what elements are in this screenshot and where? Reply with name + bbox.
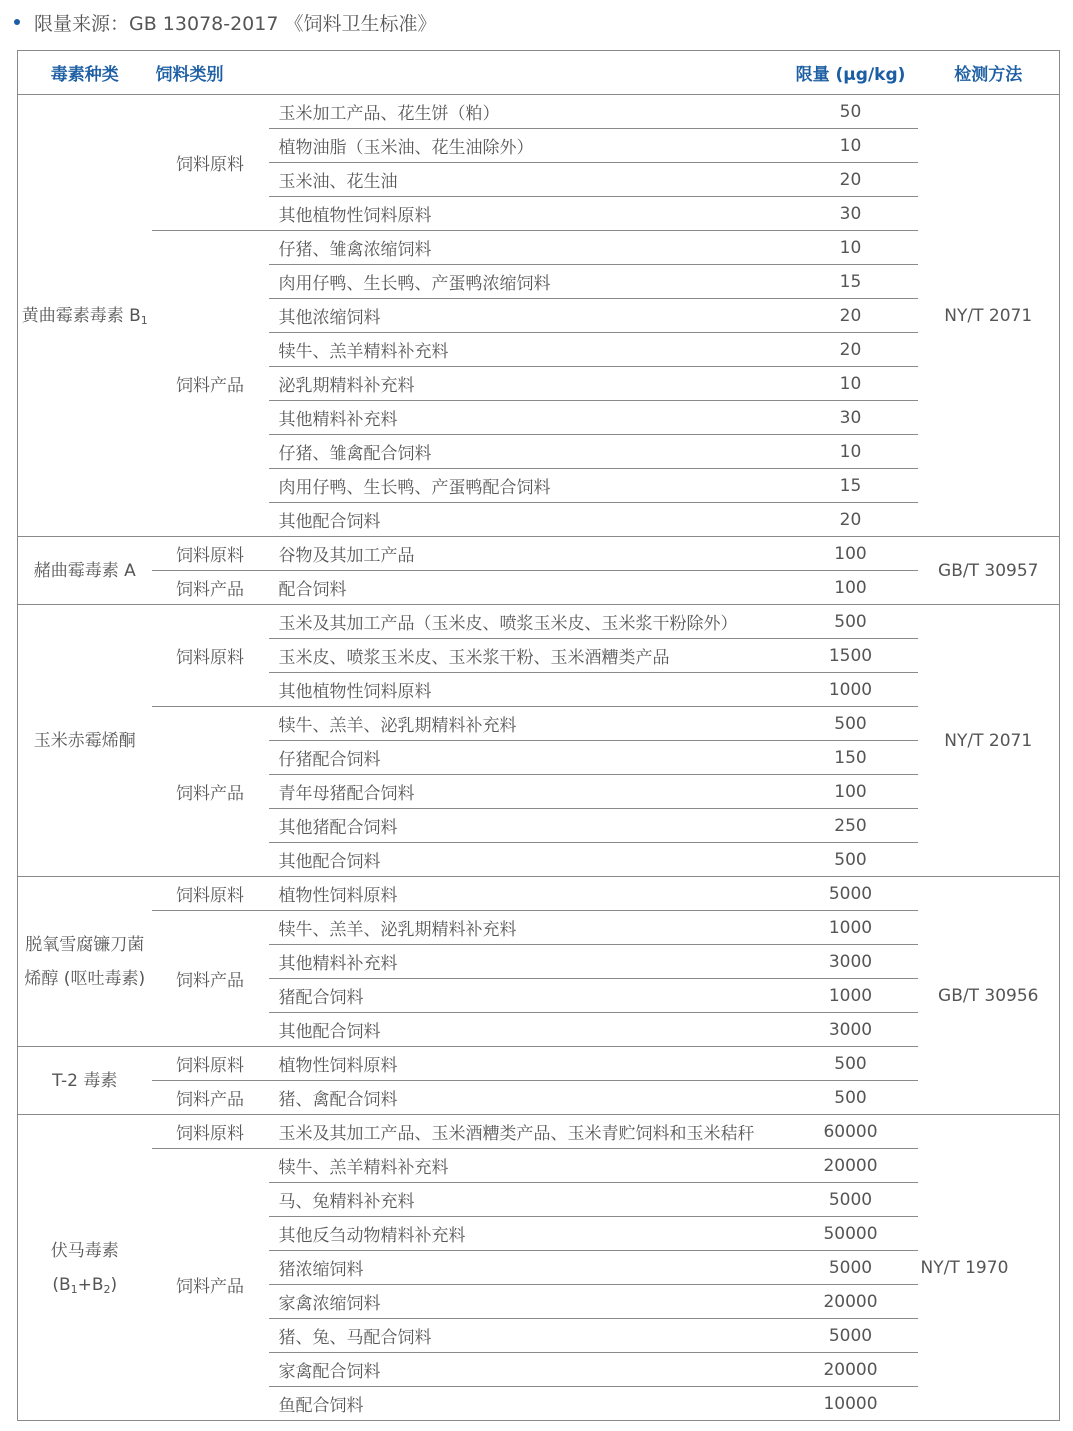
feed-description: 犊牛、羔羊、泌乳期精料补充料 <box>269 707 784 741</box>
limit-value: 10 <box>784 231 918 265</box>
table-row <box>18 1081 1060 1115</box>
feed-category: 饲料原料 <box>152 605 269 707</box>
feed-description: 猪配合饲料 <box>269 979 784 1013</box>
feed-description: 配合饲料 <box>269 571 784 605</box>
toxin-name: 伏马毒素 $(B_1+B_2)$ <box>18 1115 152 1421</box>
limit-value: 50000 <box>784 1217 918 1251</box>
feed-category: 饲料产品 <box>152 911 269 1047</box>
feed-description: 其他植物性饲料原料 <box>269 197 784 231</box>
feed-description: 仔猪、雏禽配合饲料 <box>269 435 784 469</box>
feed-description: 玉米皮、喷浆玉米皮、玉米浆干粉、玉米酒糟类产品 <box>269 639 784 673</box>
test-method: NY/T 2071 <box>918 605 1060 877</box>
limit-value: 15 <box>784 265 918 299</box>
feed-description: 其他猪配合饲料 <box>269 809 784 843</box>
limit-value: 20000 <box>784 1353 918 1387</box>
feed-description: 其他反刍动物精料补充料 <box>269 1217 784 1251</box>
limit-value: 500 <box>784 843 918 877</box>
limit-value: 5000 <box>784 877 918 911</box>
table-row <box>18 571 1060 605</box>
feed-description: 青年母猪配合饲料 <box>269 775 784 809</box>
header-limit: 限量 (μg/kg) <box>784 51 918 95</box>
feed-category: 饲料原料 <box>152 1115 269 1149</box>
limit-value: 1000 <box>784 979 918 1013</box>
limit-value: 500 <box>784 1081 918 1115</box>
limit-value: 20000 <box>784 1285 918 1319</box>
feed-description: 鱼配合饲料 <box>269 1387 784 1421</box>
limit-value: 30 <box>784 401 918 435</box>
limit-value: 10 <box>784 435 918 469</box>
feed-category: 饲料产品 <box>152 1149 269 1421</box>
feed-description: 玉米加工产品、花生饼（粕） <box>269 95 784 129</box>
limit-value: 1500 <box>784 639 918 673</box>
table-row <box>18 95 1060 129</box>
table-row <box>18 537 1060 571</box>
limit-value: 5000 <box>784 1319 918 1353</box>
limit-value: 1000 <box>784 911 918 945</box>
feed-category: 饲料原料 <box>152 537 269 571</box>
table-row <box>18 1047 1060 1081</box>
limit-value: 20 <box>784 163 918 197</box>
toxin-name: 脱氧雪腐镰刀菌 烯醇 (呕吐毒素) <box>18 877 152 1047</box>
limit-value: 10 <box>784 129 918 163</box>
feed-description: 马、兔精料补充料 <box>269 1183 784 1217</box>
feed-description: 仔猪配合饲料 <box>269 741 784 775</box>
feed-description: 其他配合饲料 <box>269 503 784 537</box>
table-row <box>18 707 1060 741</box>
table-row <box>18 1115 1060 1149</box>
test-method: NY/T 2071 <box>918 95 1060 537</box>
limit-value: 5000 <box>784 1251 918 1285</box>
feed-description: 谷物及其加工产品 <box>269 537 784 571</box>
limit-value: 20 <box>784 503 918 537</box>
toxin-name: 赭曲霉毒素 A <box>18 537 152 605</box>
bullet-icon <box>14 19 20 25</box>
limit-value: 20000 <box>784 1149 918 1183</box>
header-test-method: 检测方法 <box>918 51 1060 95</box>
limit-value: 500 <box>784 707 918 741</box>
feed-category: 饲料原料 <box>152 95 269 231</box>
toxin-name: 玉米赤霉烯酮 <box>18 605 152 877</box>
limit-value: 150 <box>784 741 918 775</box>
limit-value: 250 <box>784 809 918 843</box>
feed-description: 犊牛、羔羊精料补充料 <box>269 1149 784 1183</box>
header-toxin-type: 毒素种类 <box>18 51 152 95</box>
table-row <box>18 1149 1060 1183</box>
limit-value: 15 <box>784 469 918 503</box>
table-row <box>18 231 1060 265</box>
feed-description: 犊牛、羔羊、泌乳期精料补充料 <box>269 911 784 945</box>
test-method: NY/T 1970 <box>918 1115 1060 1421</box>
table-header-row <box>18 51 1060 95</box>
source-note <box>14 6 437 38</box>
feed-category: 饲料产品 <box>152 231 269 537</box>
feed-description: 犊牛、羔羊精料补充料 <box>269 333 784 367</box>
limit-value: 3000 <box>784 1013 918 1047</box>
limit-value: 5000 <box>784 1183 918 1217</box>
limit-value: 10 <box>784 367 918 401</box>
source-note-text: 限量来源：GB 13078-2017 《饲料卫生标准》 <box>34 12 437 35</box>
toxin-name: T-2 毒素 <box>18 1047 152 1115</box>
feed-description: 其他浓缩饲料 <box>269 299 784 333</box>
feed-description: 植物性饲料原料 <box>269 1047 784 1081</box>
feed-description: 植物油脂（玉米油、花生油除外） <box>269 129 784 163</box>
limit-value: 100 <box>784 537 918 571</box>
feed-category: 饲料原料 <box>152 877 269 911</box>
feed-description: 泌乳期精料补充料 <box>269 367 784 401</box>
limit-value: 500 <box>784 1047 918 1081</box>
feed-description: 猪、禽配合饲料 <box>269 1081 784 1115</box>
toxin-name: 黄曲霉素毒素 $B_1$ <box>18 95 152 537</box>
limit-value: 100 <box>784 775 918 809</box>
feed-description: 其他配合饲料 <box>269 1013 784 1047</box>
feed-description: 仔猪、雏禽浓缩饲料 <box>269 231 784 265</box>
feed-description: 其他植物性饲料原料 <box>269 673 784 707</box>
limit-value: 1000 <box>784 673 918 707</box>
feed-description: 其他精料补充料 <box>269 401 784 435</box>
feed-description: 其他精料补充料 <box>269 945 784 979</box>
feed-description: 家禽浓缩饲料 <box>269 1285 784 1319</box>
feed-category: 饲料产品 <box>152 1081 269 1115</box>
feed-description: 玉米及其加工产品（玉米皮、喷浆玉米皮、玉米浆干粉除外） <box>269 605 784 639</box>
table-row <box>18 911 1060 945</box>
test-method: GB/T 30957 <box>918 537 1060 605</box>
feed-description: 家禽配合饲料 <box>269 1353 784 1387</box>
feed-description: 猪浓缩饲料 <box>269 1251 784 1285</box>
feed-category: 饲料原料 <box>152 1047 269 1081</box>
header-feed-description <box>269 51 784 95</box>
mycotoxin-limit-table <box>17 50 1060 1421</box>
limit-value: 60000 <box>784 1115 918 1149</box>
limit-value: 500 <box>784 605 918 639</box>
limit-value: 3000 <box>784 945 918 979</box>
table-row <box>18 605 1060 639</box>
feed-description: 猪、兔、马配合饲料 <box>269 1319 784 1353</box>
limit-value: 10000 <box>784 1387 918 1421</box>
feed-category: 饲料产品 <box>152 571 269 605</box>
limit-value: 100 <box>784 571 918 605</box>
feed-description: 植物性饲料原料 <box>269 877 784 911</box>
feed-description: 其他配合饲料 <box>269 843 784 877</box>
limit-value: 50 <box>784 95 918 129</box>
feed-description: 玉米及其加工产品、玉米酒糟类产品、玉米青贮饲料和玉米秸秆 <box>269 1115 784 1149</box>
limit-value: 30 <box>784 197 918 231</box>
table-row <box>18 877 1060 911</box>
header-feed-category: 饲料类别 <box>152 51 269 95</box>
feed-category: 饲料产品 <box>152 707 269 877</box>
limit-value: 20 <box>784 333 918 367</box>
feed-description: 玉米油、花生油 <box>269 163 784 197</box>
feed-description: 肉用仔鸭、生长鸭、产蛋鸭浓缩饲料 <box>269 265 784 299</box>
test-method: GB/T 30956 <box>918 877 1060 1115</box>
feed-description: 肉用仔鸭、生长鸭、产蛋鸭配合饲料 <box>269 469 784 503</box>
limit-value: 20 <box>784 299 918 333</box>
